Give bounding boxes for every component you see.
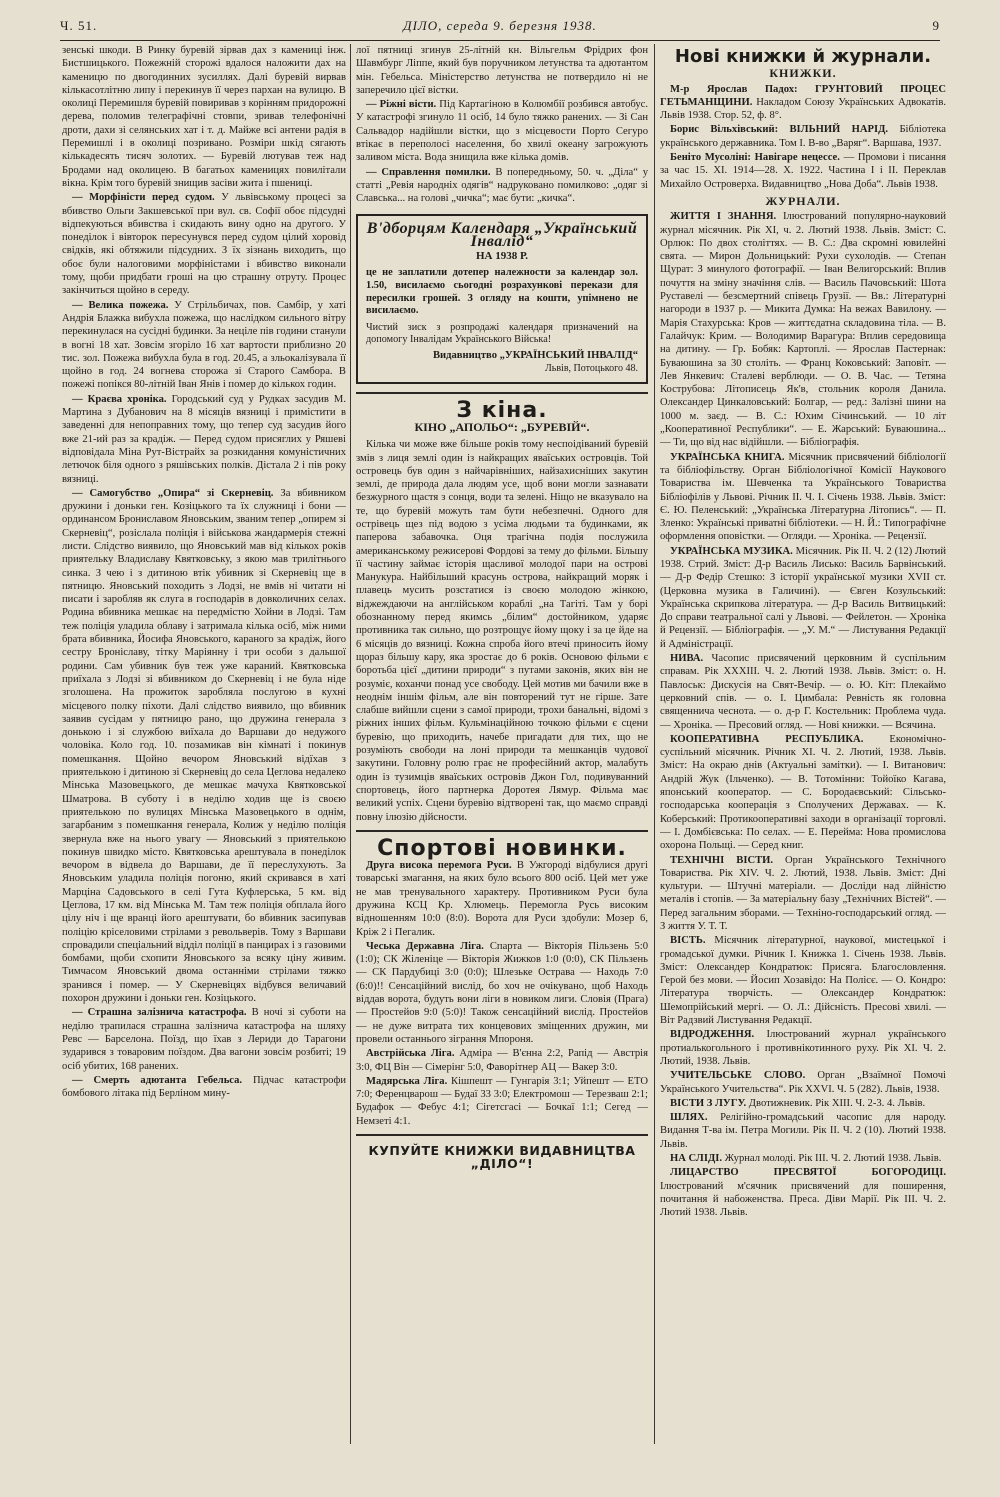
listing-entry xyxy=(660,733,946,853)
article-headline: — Ріжні вісти. xyxy=(366,99,437,111)
listing-description: Часопис присвячений церковним й суспільним справам. Рік XXXIII. Ч. 2. Лютий 1938. Львів. Зміст: о. Н. Павлоськ: Дискусія на Свят-Вечір. — о. Ю. Кіт: Плекаймо церковний спів. — о. І. Цимбала: Ревність як головна священнича чеснота. — о. д-р Г. Костельник: Проблема чуда. — Хроніка. — Пресовий огляд. — Нові книжки. — Всячина. xyxy=(660,653,946,731)
news-article xyxy=(356,98,648,164)
listing-title: УЧИТЕЛЬСЬКЕ СЛОВО. xyxy=(670,1070,806,1082)
listing-entry xyxy=(660,151,946,191)
publisher-ad: КУПУЙТЕ КНИЖКИ ВИДАВНИЦТВА „ДІЛО“! xyxy=(368,1143,636,1172)
listing-entry xyxy=(660,1152,946,1165)
listing-title: ТЕХНІЧНІ ВІСТИ. xyxy=(670,854,774,866)
listing-description: Журнал молоді. Рік III. Ч. 2. Лютий 1938. Львів. xyxy=(724,1153,942,1165)
sports-item xyxy=(356,1047,648,1074)
sports-headline: Австрійська Ліга. xyxy=(366,1048,455,1060)
listing-title: УКРАЇНСЬКА МУЗИКА. xyxy=(670,545,793,557)
notice-title: В'дборцям Календаря „Український Інвалід“ xyxy=(366,219,638,250)
listing-description: Ілюстрований м'сячник присвячений для поширення, почитання й набоженства. Преса. Діви Марії. Рік III. Ч. 2. Лютий 1938. Львів. xyxy=(660,1180,946,1219)
listing-title: УКРАЇНСЬКА КНИГА. xyxy=(670,451,785,463)
listing-title: ЛИЦАРСТВО ПРЕСВЯТОЇ БОГОРОДИЦІ. xyxy=(670,1167,946,1179)
sports-body: Адміра — В'єнна 2:2, Рапід — Австрія 3:0, ФЦ Він — Сімерінг 5:0, Фаворітнер АЦ — Вакер 3:0. xyxy=(356,1048,648,1073)
listing-entry xyxy=(660,934,946,1027)
article-headline: — Велика пожежа. xyxy=(72,299,169,311)
article-headline: — Смерть адютанта Гебельса. xyxy=(72,1074,243,1086)
listing-description: Орган „Взаїмної Помочі Українського Учительства“. Рік XXVI. Ч. 5 (282). Львів, 1938. xyxy=(660,1070,946,1095)
listing-entry xyxy=(660,210,946,449)
sports-headline: Друга висока перемога Руси. xyxy=(366,860,512,872)
article-headline: — Страшна залізнича катастрофа. xyxy=(72,1007,247,1019)
cinema-section-title: З кіна. xyxy=(456,397,548,423)
listing-entry xyxy=(660,123,946,150)
masthead-date: ДІЛО, середа 9. березня 1938. xyxy=(403,18,597,33)
article-body: В попередньому, 50. ч. „Діла“ у статті „Ревія народніх одягів“ надруковано помилково: „одяг зі Славська... на голові „чичка“; має бути: „кичка“. xyxy=(356,166,648,205)
listing-title: Борис Вільхівський: ВІЛЬНИЙ НАРІД. xyxy=(670,124,889,136)
article-headline: — Справлення помилки. xyxy=(366,166,491,178)
sports-body: В Ужгороді відбулися другі товарські змагання, на яких було всього 800 осіб. Цей мет уже не мав тренувального характеру. Противником Руси була дружина КСЦ Кр. Хлюмець. Перемогла Русь високим відношенням 10:0 (8:0). Ворота для Руси здобули: Мозер 6, Кріж 2 і Пегалик. xyxy=(356,860,648,938)
header-divider xyxy=(60,40,940,41)
sports-section-title: Спортові новинки. xyxy=(377,835,627,861)
listing-entry xyxy=(660,1097,946,1110)
news-article xyxy=(62,1006,346,1072)
listing-entry xyxy=(660,1111,946,1151)
listing-entry xyxy=(660,652,946,732)
news-paragraph: зенські шкоди. В Ринку буревій зірвав дах з камениці інж. Бистшицького. Пожежній сторожі вдалося наложити дах на каменицю по двогодинних зусиллях. Далі буревій вирвав кількасотлітню липу і перекинув її через пархан на вулицю. В околиці Перемишля буревій повиривав з корінням придорожні дерева, поломив телеграфічні стовпи, зривав телефонічні дроти, дахи зі селянських хат і т. д. Майже всі антени радія в Перемишлі і в околиці позривано. Розміри шкід сягають кількадесять тисяч золотих. — Буревій лютував теж над Бродами над околицею. В багатьох каменицях повилітали вікна. Крім того буревій знищив засіви жита і пшениці. xyxy=(62,45,346,189)
listing-title: НИВА. xyxy=(670,653,704,665)
journals-heading: ЖУРНАЛИ. xyxy=(765,193,841,208)
column-divider-2 xyxy=(654,44,655,1444)
listing-title: ВІСТИ З ЛУГУ. xyxy=(670,1097,747,1109)
listing-description: Бібліотека українського державника. Том І. В-во „Варяг“. Варшава, 1937. xyxy=(660,124,946,149)
listing-description: Економічно-суспільний місячник. Річник XI. Ч. 2. Лютий, 1938. Львів. Зміст: На окраю днів (Актуальні замітки). — І. Витанович: Андрій Жук (Ільченко). — В. Тотомінни: Тойоїко Кагава, японський кооператор. — С. Бородаєвський: Сільсько-господарська кооперація з Сполучених Державах. — К. Коберський: Протикооперативні заходи в організації торговлі. — І. Домбієвська: По селах. — Е. Перейма: Нова промислова охорона Польщі. — Серед книг. xyxy=(660,733,946,852)
listing-description: Місячник. Рік II. Ч. 2 (12) Лютий 1938. Стрий. Зміст: Д-р Василь Лисько: Василь Барвінський. — Д-р Федір Стешко: З історії української музики XVII ст. (Церковна музика в Галичині). — Євген Козульський: Українська скрипкова література. — Д-р Василь Витвицький: До справи театральної салі у Львові. — Фейлетон. — Хроніка й Рецензії. — Бібліографія. — „У. М.“ — Листування Редакції й Адміністрації. xyxy=(660,545,946,650)
journals-list xyxy=(660,210,946,1219)
page-header xyxy=(60,18,940,40)
article-body: У Стрільбичах, пов. Самбір, у хаті Андрія Блажка вибухла пожежа, що наслідком сильного вітру перекинулася на сусідні будинки. За неціле пів години станули в вогні 18 хат. Зовсім згоріло 16 хат вартости приблизно 20 тис. зол. Пожежа вибухла була в год. 20.45, а зльокалізувала її щойно в год. 24 вогнева сторожа зі Старого Самбора. В пожежі попікся 80-літній Іван Янів і помер до кількох годин. xyxy=(62,299,346,391)
issue-number: Ч. 51. xyxy=(60,18,98,33)
listing-entry xyxy=(660,545,946,651)
listing-description: Орган Українського Технічного Товариства. Рік XIV. Ч. 2. Лютий, 1938. Львів. Зміст: Дні культури. — Штучні матеріали. — Досліди над лійністю металів і стопів. — За матеріальну базу „Технічних Вістей“. — Перед загальним зборами. — Техніно-господарський огляд. — З життя У. Т. Т. xyxy=(660,854,946,932)
sports-headline: Мадярська Ліга. xyxy=(366,1075,448,1087)
sports-item xyxy=(356,1075,648,1128)
books-journals-title: Нові книжки й журнали. xyxy=(674,46,932,67)
section-divider xyxy=(356,1134,648,1136)
listing-entry xyxy=(660,451,946,544)
news-article xyxy=(62,191,346,297)
sports-body: Спарта — Вікторія Пільзень 5:0 (1:0); СК Жіленіце — Вікторія Жижков 1:0 (0:0), СК Пільзень — СК Пардубиці 3:0 (0:0); Шлезьке Острава — Находь 7:0 (6:0)!! Сенсаційний вислід, бо хоч не очікувано, щоб Находь віддав ворота, будуть вони ліги в новиком лиги. Словія (Прага) — Простейов 9:0 (5:0)! Також сенсаційний вислід. Простейов — не дуже витрата тих концевових зміщенних дружин, ми провели останнього зіграння Мпороня. xyxy=(356,940,648,1045)
listing-title: ВІДРОДЖЕННЯ. xyxy=(670,1029,755,1041)
listing-entry xyxy=(660,1028,946,1068)
column-3 xyxy=(660,44,946,1444)
sports-headline: Чеська Державна Ліга. xyxy=(366,940,484,952)
column-2 xyxy=(356,44,648,1444)
column-1 xyxy=(62,44,346,1444)
article-body: За вбивником дружини і доньки ген. Козіцького та їх служниці і бони — ординансом Брониславом Яновським, званим тепер „опирем зі Скерневіц“, розіслала поліція і військова жандармерія стежні листи. Слідство виявило, що Яновський мав від кількох років приятельку Владиславу Квятковську, з якою мав трилітнього синка. З чею і з дитиною втік убивник зі Скерневіц ще в пятницю. Яновський походить з Лодзі, не вмів ні читати ні писати і заробляв як слуга в господарів в довколичних селах. Родина вбивника мешкає на передмістю Хойни в Лодзі. Там теж поліція уладила облаву і затримала кілька осіб, між ними брата вбивника, Йосифа Яновського, караного за крадіж, його сестру Броніславу, тітку Маріянну і три особи з дальшої родини. Сам убивник був теж уже караний. Квятковська приїхала з Лодзі зі вбивником до Скерневіц і не була ніде зголошена. На прожиток заробляла послугою в кухні місцевого полку піхоти. Далі слідство виявило, що вбивник заявив сусідам у пятницю рано, що дружина генерала з донькою і зі службою виїхала до Варшави до недужого чоловіка. Коло год. 10. позамикав він кімнаті і покинув помешкання. Щойно вечором Яновський відїхав з приятелькою і дитиною зі Скерневіц до села Цеглова недалеко Мінська Мазовецького, де мешкає мачуха Квятковської Шматрова. В суботу і в неділю ходив ще із своєю приятелькою по вулицях Мінська Мазовецького в однім, загарбаним з помешкання генерала, Колиж у неділю поліція звернула вже на нього увагу — Яновський з приятелькою покинув швидко місто. Квятковська арештувала в понеділок вечором в відвела до Варшави, де її переслухують. За Яновським уладила поліція погоню, який скривався в хаті Марціна Садовського в селі Гута Куфлерська, 5 км. від Цеглова, 17 км. від Мінська М. Там теж поліція обплала його цілу ніч і ще вранці його арештувати, бо вбивник засипував поліцію кріселовими стрілами з револьверів. Тому з Варшави спровадили спеціальний відділ поліції в панцирах і з газовими бомбами, щоби схопити Яновського за всяку ціну живим. Тимчасом Яновський двома останніми стрілами тяжко зранився і помер. — У Скерневіцях відбувся величавий похорон дружини і доньки ген. Козіцького. xyxy=(62,487,346,1005)
listing-title: ШЛЯХ. xyxy=(670,1112,708,1124)
article-body: Городський суд у Рудках засудив М. Мартина з Дубанович на 8 місяців вязниці і примістити в заведенні для непоправних тому, що тепер суд засудив його вже 21-ий раз за крадіж. — Перед судом присяглих у Ряшеві відповідала Міна Рут-Вістрайх за розкидання комуністичних летючок біля одного з ряшівських полків. Дістала 2 і пів року вязниці. xyxy=(62,393,346,485)
books-heading: КНИЖКИ. xyxy=(769,66,837,81)
listing-description: Місячник літературної, наукової, мистецької і громадської думки. Річник І. Книжка 1. Січень 1938. Львів. Зміст: Олександер Кондратюк: Присяга. Благословлення. Герой без мови. — Йосип Хозавідо: На Полісє. — О. Кондро: Література творчість. — Олександер Кондратюк: Шемопрійський мергі. — О. Л.: Дійсність. Пресові хвилі. — Віт Радзвий Листування Редакції. xyxy=(660,935,946,1027)
books-list xyxy=(660,83,946,191)
sports-item xyxy=(356,859,648,939)
listing-title: ЖИТТЯ І ЗНАННЯ. xyxy=(670,211,777,223)
article-body: Підчас катастрофи бомбового літака під Берліном мину- xyxy=(62,1074,346,1100)
listing-title: М-р Ярослав Падох: ГРУНТОВИЙ ПРОЦЕС ГЕТЬМАНЩИНИ. xyxy=(660,83,946,108)
listing-description: Релігійно-громадський часопис для народу. Видання Т-ва ім. Петра Могили. Рік II. Ч. 2 (10). Лютий 1938. Львів. xyxy=(660,1112,946,1150)
listing-title: Беніто Мусоліні: Навігаре нецессе. xyxy=(670,152,840,164)
news-article xyxy=(62,393,346,486)
article-body: У львівському процесі за вбивство Ольги Закшевської при вул. св. Софії обоє підсудні відпекуються вбивства і скидають вину одно на другого. У понеділок і вівторок пересунувся перед судом цілий хоровід свідків, які обтяжили підсудних. З їх зізнань виходить, що обоє були налоговими морфіністами і вбивство виконали тому, щоби придбати гроші на цю страшну отруту. Процес закінчиться щойно в середу. xyxy=(62,192,346,297)
listing-description: Накладом Союзу Українських Адвокатів. Львів 1938. Стор. 52, ф. 8°. xyxy=(660,96,946,122)
listing-description: Ілюстрований популярно-науковий журнал місячник. Рік XI, ч. 2. Лютий 1938. Львів. Зміст: С. Орлюк: По двох століттях. — В. С.: Два скромні ювилейні свята. — Мирон Дольницький: Рухи сухолодів. — Степан Щурат: З минулого фотографії. — Іван Велигорський: Вплив почуття на зміну значіння слів. — Василь Пачовський: Шота Руставелі — безсмертний співець Грузії. — Вв.: Літературні нагороди в 1937 р. — Микита Думка: На вежах Вавилону. — Марія Стахурська: Кров — життєдатна складовина тіла. — В. Галайчук: Крим. — Володимир Варагура: Вплив середовища на дитину. — Гр. Бобяк: Картоплі. — Ярослав Пастернак: Буваюшина за 30 століть. — Франц Коковський: Заповіт. — Лев Янкевич: Сталеві верблюди. — О. В. Час. — Тетяна Кострубова: Літописець Як'в, стольник короля Данила. Олександер Цинкаловський: Болгар, — ред.: Залізні шини на 1000 м. заєд. — В. С.: Юхим Січинський. — 10 літ „Кооперативної Республики“. — Е. Жарський: Буваюшина... — Ти, що від нас відійшли. — Бібліографія. xyxy=(660,211,946,449)
calendar-notice-box xyxy=(356,214,648,384)
cinema-review-subtitle: КІНО „АПОЛЬО“: „БУРЕВІЙ“. xyxy=(414,419,590,434)
article-body: В ночі зі суботи на неділю трапилася страшна залізнича катастрофа на шляху Ревс — Барселона. Поїзд, що їхав з Лериди до Тарагони зударився з товаровим поїздом. Два вагони зовсім розбиті; 19 осіб убитих, 168 ранених. xyxy=(62,1007,346,1072)
notice-body: це не заплатили дотепер належности за календар зол. 1.50, висилаємо сьогодні розрахункові перекази для пересилки грошей. З огляду на кошти, упімнено не висилаємо. xyxy=(366,267,638,317)
sports-body: Кішпешт — Гунгарія 3:1; Уйпешт — ЕТО 7:0; Ференцварош — Будаї 33 3:0; Електромош — Терезваш 2:1; Будафок — Фебус 4:1; Сігетсгасі — Бочкаї 1:1; Сегед — Немзеті 4:1. xyxy=(356,1075,648,1127)
listing-entry xyxy=(660,1069,946,1096)
notice-address: Львів, Потоцького 48. xyxy=(544,363,638,375)
column-divider-1 xyxy=(350,44,351,1444)
article-body: Під Картагіною в Колюмбії розбився автобус. У катастрофі згинуло 11 осіб, 14 було тяжко ранених. — Зі Сан Сальвадор надійшли вістки, що з місцевости Порто Сегуро втікає в переполосі населення, бо хвилі океану загрожують заливом міста. Вода знищила вже кілька домів. xyxy=(356,99,648,164)
listing-description: Ілюстрований журнал українського протиалькогольного і противнікотинного руху. Рік XI. Ч. 2. Лютий, 1938. Львів. xyxy=(660,1029,946,1067)
news-article xyxy=(62,1074,346,1101)
listing-entry xyxy=(660,854,946,934)
listing-entry xyxy=(660,1166,946,1219)
notice-publisher: Видавництво „УКРАЇНСЬКИЙ ІНВАЛІД“ xyxy=(432,350,638,362)
cinema-review-body: Кілька чи може вже більше років тому неспоідіваний буревій змів з лиця землі один із найкращих яваїських островців. Той островець був один з найчарівніших, найзахисніших закутин землі, де природа дала людям усе, щоб вони могли зазнавати безжурного щастя з сонця, води та зелені. Ніщо не вказувало на те, що буревій можуть там бути небезпечні. Одного для острівець щез під водою з усіма людьми та будинками, як паперова забавочка. Оця трагічна подія послужила американському режисерові Фордові за тему до фільми. Більшу її частину займає історія щасливої молодої пари на острові Манукура. Найбільший красунь острова, найкращий моряк і плавець мусить розстатися із своєю молодою жінкою, віджеждаючи на англійськом кораблі „на Тагіті. Там у борі обознанному перед якимсь „білим“ достойником, ударяє противника так сильно, що розтрощує йому щоку і за це йде на 6 місяців до вязниці. Кожна спроба його втечі приносить йому щораз більшу кару, яка зростає до 6 років. Основою фільми є боротьба цієї „дитини природи“ з путами законів, яких він не розуміє, коханчи понад усе свободу. Цей мотив ми бачили вже в неоднім іншім фільм, але він повторений тут не гірше. Зате слабше вийшли сцени з самої природи, трохи банальні, відомі з ріжних інших фільм. Кульмінаційною точкою фільми є сцени буревію, що приходить, начебе пригадати для тих, що не розуміють свободи на лоні природи та мешканців чудової закутини. Головну ролю грає не професійний актор, малабуть один із тузимців яваїських островів Джон Гол, подивуванний спортовець, його партнерка Доротея Лямур. Фільма має великий успіх. Сцени буревію відтворені так, що маємо справді повну ілюзію дійсности. xyxy=(356,439,648,823)
listing-title: НА СЛІДІ. xyxy=(670,1153,723,1165)
section-divider xyxy=(356,830,648,832)
article-headline: — Краєва хроніка. xyxy=(72,393,167,405)
listing-description: — Промови і писання за час 15. XI. 1914—28. X. 1922. Частина І і II. Переклав Михайло Островерха. Видавництво „Нова Доба“. Львів 1938. xyxy=(660,152,946,190)
listing-title: КООПЕРАТИВНА РЕСПУБЛИКА. xyxy=(670,733,864,745)
news-article xyxy=(62,487,346,1006)
listing-description: Місячник присвячений бібліології та бібліофільству. Орган Бібліологічної Комісії Наукового Товариства ім. Шевченка та Українського Товариства Бібліофілів у Львові. Річник II. Ч. І. Січень 1938. Львів. Зміст: Є. Ю. Пеленський: „Українська Літературна Літопись“. — П. Зленко: Українські приватні бібліотеки. — Н. Й.: Типографічне оформлення оповістки. — Огляди. — Хроніка. — Рецензії. xyxy=(660,451,946,543)
section-divider xyxy=(356,392,648,394)
notice-year: НА 1938 Р. xyxy=(475,250,529,263)
listing-description: Двотижневик. Рік XIII. Ч. 2-3. 4. Львів. xyxy=(748,1097,926,1109)
notice-note: Чистий зиск з розпродажі календаря призначений на допомогу Інвалідам Українського Війська! xyxy=(366,321,638,346)
listing-title: ВІСТЬ. xyxy=(670,935,706,947)
listing-entry xyxy=(660,83,946,123)
sports-item xyxy=(356,940,648,1046)
article-headline: — Самогубство „Опира“ зі Скерневіц. xyxy=(72,487,274,499)
news-article xyxy=(62,299,346,392)
news-article xyxy=(356,166,648,206)
page-number: 9 xyxy=(932,18,940,33)
news-paragraph: лої пятниці згинув 25-літній кн. Вільгельм Фрідрих фон Шавмбург Ліппе, який був поручником летунства та адютантом мін. Гебельса. Міністерство летунства не потвердило ні не заперечило цієї вістки. xyxy=(356,45,648,96)
article-headline: — Морфіністи перед судом. xyxy=(72,192,215,204)
